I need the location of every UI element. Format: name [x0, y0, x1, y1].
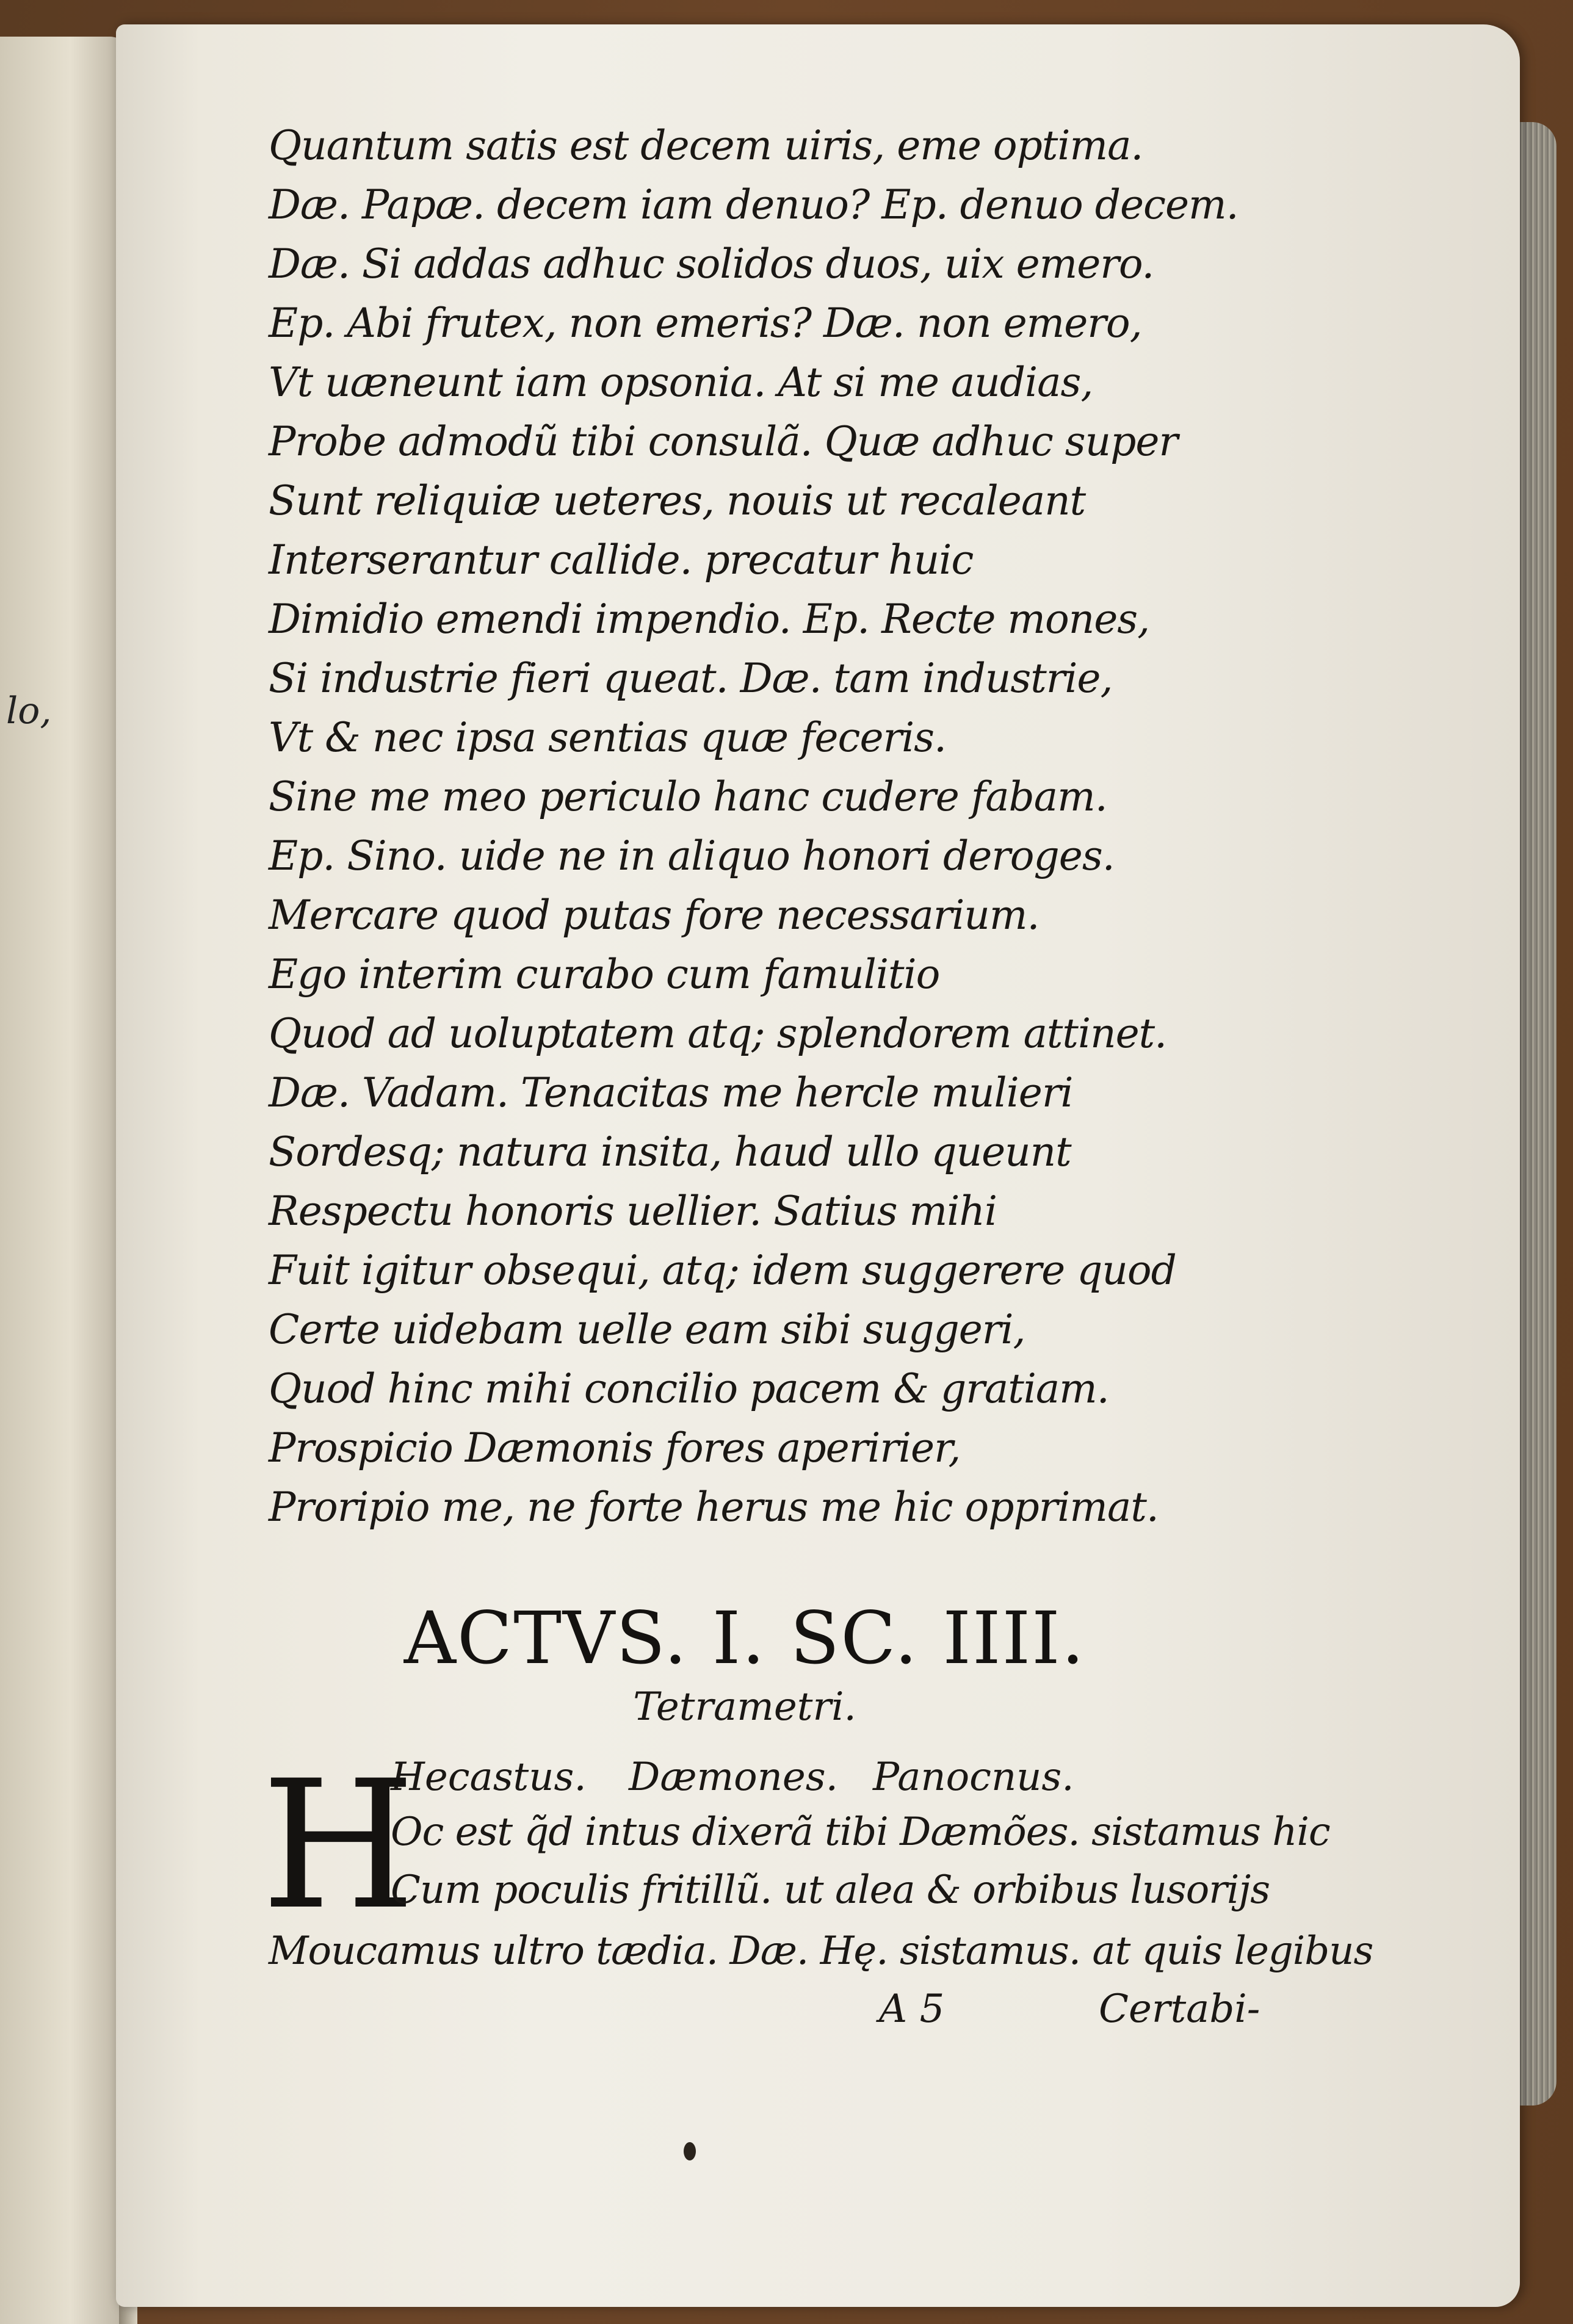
verse-line: Interserantur callide. precatur huic	[269, 536, 974, 583]
signature-mark: A 5	[879, 1987, 945, 2032]
scene-line: Oc est q̃d intus dixerã tibi Dæmões. sistamus hic	[391, 1810, 1330, 1855]
verse-line: Prospicio Dæmonis fores aperirier,	[269, 1424, 961, 1471]
scene-line: Cum poculis fritillũ. ut alea & orbibus lusorijs	[391, 1868, 1270, 1913]
catchword: Certabi-	[1099, 1987, 1260, 2032]
verse-line: Certe uidebam uelle eam sibi suggeri,	[269, 1306, 1025, 1353]
verse-line: Quantum satis est decem uiris, eme optima.	[269, 122, 1143, 169]
cast-name: Panocnus.	[873, 1755, 1074, 1800]
verse-line: Ego interim curabo cum famulitio	[269, 951, 940, 998]
verse-line: Quod hinc mihi concilio pacem & gratiam.	[269, 1365, 1109, 1412]
verse-line: Vt & nec ipsa sentias quæ feceris.	[269, 714, 947, 761]
verse-line: Respectu honoris uellier. Satius mihi	[269, 1188, 997, 1235]
cast-name: Dæmones.	[629, 1755, 838, 1800]
act-scene-heading: ACTVS. I. SC. IIII.	[403, 1596, 1086, 1680]
verse-line: Fuit igitur obsequi, atq; idem suggerere quod	[269, 1247, 1176, 1294]
left-page-margin-fragment: lo,	[6, 690, 52, 732]
verse-line: Ep. Sino. uide ne in aliquo honori deroges.	[269, 832, 1115, 879]
ink-mark	[684, 2142, 696, 2160]
page-block-edges	[1514, 122, 1557, 2106]
cast-name: Hecastus.	[391, 1755, 587, 1800]
verse-line: Proripio me, ne forte herus me hic opprimat.	[269, 1484, 1159, 1531]
verse-line: Sordesq; natura insita, haud ullo queunt	[269, 1128, 1071, 1175]
verse-line: Mercare quod putas fore necessarium.	[269, 892, 1040, 939]
drop-cap-initial: H	[261, 1743, 416, 1949]
verse-line: Si industrie fieri queat. Dæ. tam industrie,	[269, 655, 1113, 702]
scene-line: Moucamus ultro tædia. Dæ. Hę. sistamus. at quis legibus	[269, 1929, 1373, 1974]
verse-line: Probe admodũ tibi consulã. Quæ adhuc super	[269, 418, 1178, 465]
verse-block	[269, 116, 1239, 1537]
verse-line: Dimidio emendi impendio. Ep. Recte mones,	[269, 596, 1150, 643]
facing-left-page	[0, 37, 128, 2324]
verse-line: Vt uæneunt iam opsonia. At si me audias,	[269, 359, 1093, 406]
verse-line: Quod ad uoluptatem atq; splendorem attinet.	[269, 1010, 1167, 1057]
verse-line: Dæ. Vadam. Tenacitas me hercle mulieri	[269, 1069, 1073, 1116]
verse-line: Ep. Abi frutex, non emeris? Dæ. non emero,	[269, 300, 1142, 347]
verse-line: Sine me meo periculo hanc cudere fabam.	[269, 773, 1107, 820]
verse-line: Dæ. Si addas adhuc solidos duos, uix emero.	[269, 240, 1154, 287]
meter-subheading: Tetrametri.	[633, 1684, 856, 1730]
verse-line: Dæ. Papæ. decem iam denuo? Ep. denuo decem.	[269, 181, 1239, 228]
verse-line: Sunt reliquiæ ueteres, nouis ut recaleant	[269, 477, 1086, 524]
